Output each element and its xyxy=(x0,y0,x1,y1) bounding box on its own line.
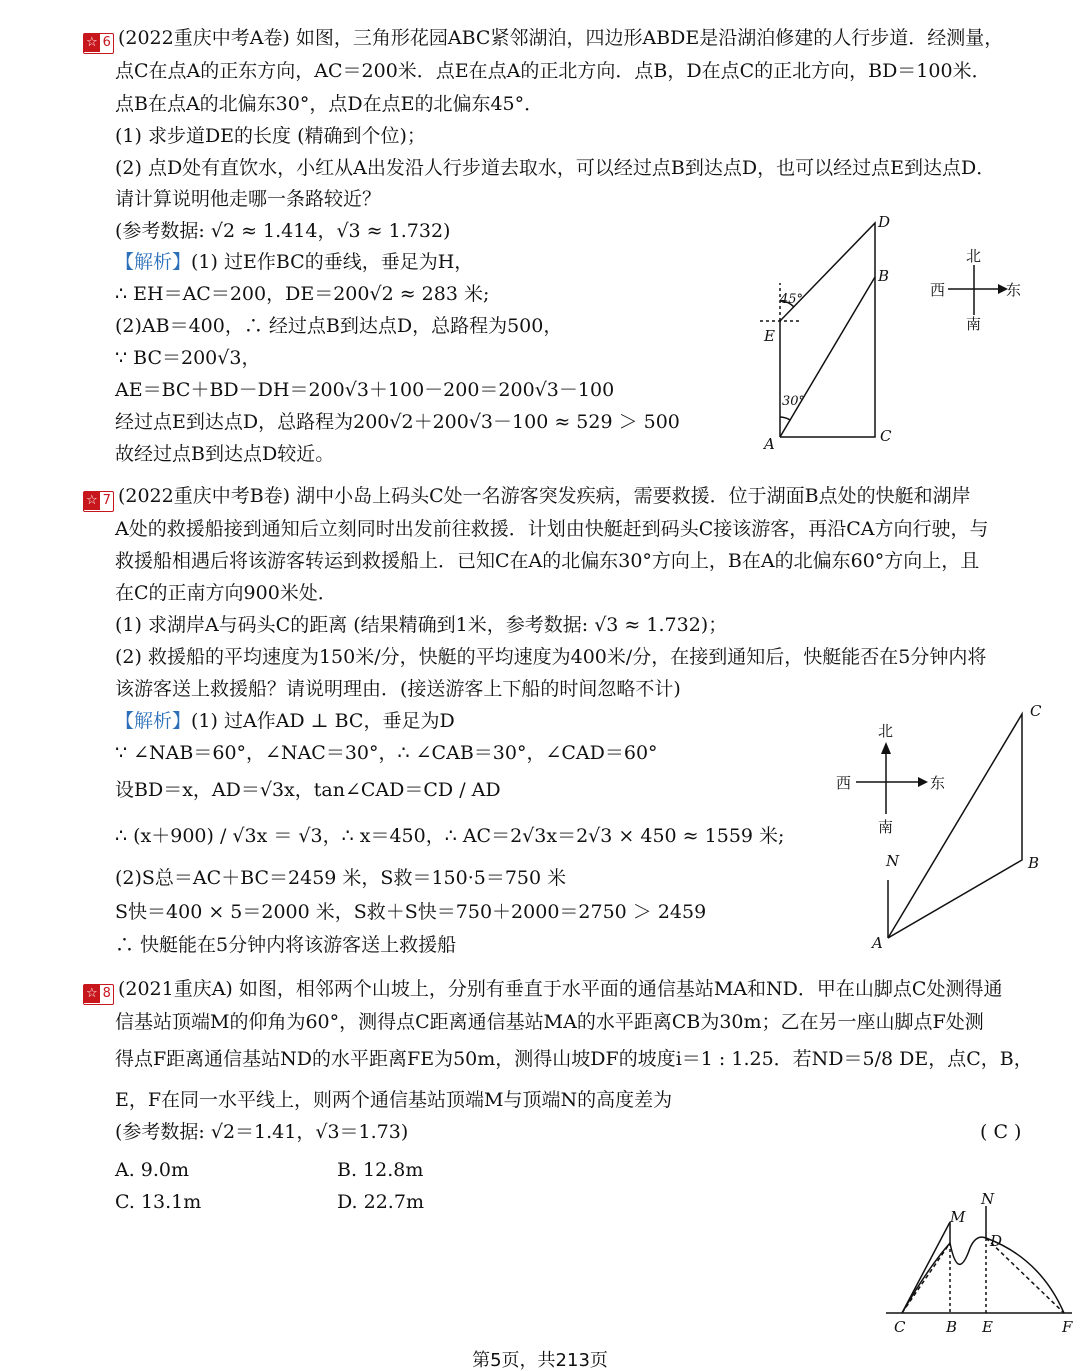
q6-label-a: A xyxy=(764,435,775,453)
q8-sight-line-cm xyxy=(902,1222,950,1313)
q8-label-m: M xyxy=(950,1208,966,1226)
q7-compass-south: 南 xyxy=(878,818,894,836)
q8-label-c: C xyxy=(894,1318,906,1336)
q6-label-d: D xyxy=(878,213,891,231)
q6-line-3: 点B在点A的北偏东30°，点D在点E的北偏东45°． xyxy=(115,93,544,115)
q7-compass-east: 东 xyxy=(930,774,946,792)
q7-line-3: 救援船相遇后将该游客转运到救援船上．已知C在A的北偏东30°方向上，B在A的北偏东60°方向上，且 xyxy=(115,550,980,572)
star-icon: ☆ xyxy=(86,493,98,508)
q6-analysis-5: AE＝BC＋BD－DH＝200√3＋100－200＝200√3－100 xyxy=(115,379,615,401)
q6-line-5: (2) 点D处有直饮水，小红从A出发沿人行步道去取水，可以经过点B到达点D，也可以经过点E到达点D． xyxy=(115,157,996,179)
q7-analysis-7: ∴ 快艇能在5分钟内将该游客送上救援船 xyxy=(115,934,457,956)
q8-option-b: B. 12.8m xyxy=(337,1159,424,1181)
q8-label-e: E xyxy=(982,1318,993,1336)
q6-compass-east: 东 xyxy=(1006,281,1022,299)
q6-angle-arc-a xyxy=(780,417,790,420)
q6-analysis-6: 经过点E到达点D，总路程为200√2＋200√3－100 ≈ 529 ＞ 500 xyxy=(115,411,680,433)
page-footer: 第5页，共213页 xyxy=(472,1350,608,1371)
q7-label-a: A xyxy=(872,934,883,952)
q7-analysis-5: (2)S总＝AC＋BC＝2459 米，S救＝150·5＝750 米 xyxy=(115,867,567,889)
q8-label-b: B xyxy=(946,1318,958,1336)
q7-analysis-4: ∴ (x＋900) / √3x ＝ √3，∴ x＝450，∴ AC＝2√3x＝2√3 × 450 ≈ 1559 米; xyxy=(115,825,785,847)
q8-figure xyxy=(880,1188,1075,1338)
q6-line-1: ☆ 6 (2022重庆中考A卷) 如图，三角形花园ABC紧邻湖泊，四边形ABDE是沿湖泊修建的人行步道．经测量， xyxy=(83,26,1003,54)
q7-analysis-2: ∵ ∠NAB＝60°，∠NAC＝30°，∴ ∠CAB＝30°，∠CAD＝60° xyxy=(115,742,658,764)
q6-label-b: B xyxy=(878,267,890,285)
q7-figure xyxy=(860,700,1060,950)
q6-badge: ☆ 6 xyxy=(83,33,114,54)
q6-compass-west: 西 xyxy=(930,281,946,299)
q7-label-c: C xyxy=(1030,702,1042,720)
q7-badge: ☆ 7 xyxy=(83,491,114,512)
q7-label-n: N xyxy=(886,852,900,870)
q7-compass-west: 西 xyxy=(836,774,852,792)
q7-triangle-acb xyxy=(888,714,1022,938)
q8-label-n: N xyxy=(981,1190,995,1208)
q8-line-2: 信基站顶端M的仰角为60°，测得点C距离通信基站MA的水平距离CB为30m；乙在另一座山脚点F处测 xyxy=(115,1011,984,1033)
q6-line-6: 请计算说明他走哪一条路较近？ xyxy=(115,188,382,210)
q6-label-c: C xyxy=(880,427,892,445)
q8-option-c: C. 13.1m xyxy=(115,1191,202,1213)
q6-compass xyxy=(928,245,1028,335)
q8-line-4: E，F在同一水平线上，则两个通信基站顶端M与顶端N的高度差为 xyxy=(115,1089,673,1111)
q7-label-b: B xyxy=(1028,854,1040,872)
q8-option-a: A. 9.0m xyxy=(115,1159,190,1181)
q8-label-d: D xyxy=(990,1232,1003,1250)
q7-line-4: 在C的正南方向900米处． xyxy=(115,582,337,604)
q6-line-4: (1) 求步道DE的长度 (精确到个位)； xyxy=(115,125,426,147)
q8-line-3: 得点F距离通信基站ND的水平距离FE为50m，测得山坡DF的坡度i＝1 : 1.25．若ND＝5/8 DE，点C，B， xyxy=(115,1048,1033,1070)
star-icon: ☆ xyxy=(86,35,98,50)
q6-angle-30: 30° xyxy=(782,394,806,409)
q8-option-d: D. 22.7m xyxy=(337,1191,424,1213)
q6-label-e: E xyxy=(764,327,775,345)
q6-analysis-1: 【解析】(1) 过E作BC的垂线，垂足为H， xyxy=(115,251,474,273)
q7-line-1: ☆ 7 (2022重庆中考B卷) 湖中小岛上码头C处一名游客突发疾病，需要救援．位于湖面B点处的快艇和湖岸 xyxy=(83,484,971,512)
q6-compass-south: 南 xyxy=(966,315,982,333)
q7-line-2: A处的救援船接到通知后立刻同时出发前往救援．计划由快艇赶到码头C接该游客，再沿CA方向行驶，与 xyxy=(115,518,989,540)
q7-line-6: (2) 救援船的平均速度为150米/分，快艇的平均速度为400米/分，在接到通知后，快艇能否在5分钟内将 xyxy=(115,646,987,668)
q8-answer: ( C ) xyxy=(980,1121,1022,1143)
q7-compass-north: 北 xyxy=(878,722,894,740)
q8-mountain-outline xyxy=(902,1237,1064,1313)
q7-analysis-3: 设BD＝x，AD＝√3x，tan∠CAD＝CD / AD xyxy=(115,779,501,801)
q6-angle-45: 45° xyxy=(780,292,804,307)
q8-badge: ☆ 8 xyxy=(83,984,114,1005)
q6-analysis-7: 故经过点B到达点D较近。 xyxy=(115,443,335,465)
q8-line-5: (参考数据: √2＝1.41，√3＝1.73) xyxy=(115,1121,409,1143)
q6-line-7: (参考数据: √2 ≈ 1.414，√3 ≈ 1.732) xyxy=(115,220,451,242)
q8-line-1: ☆ 8 (2021重庆A) 如图，相邻两个山坡上，分别有垂直于水平面的通信基站MA和ND．甲在山脚点C处测得通 xyxy=(83,977,1002,1005)
q6-analysis-4: ∵ BC＝200√3， xyxy=(115,347,261,369)
q6-analysis-3: (2)AB＝400，∴ 经过点B到达点D，总路程为500， xyxy=(115,315,563,337)
q7-analysis-1: 【解析】(1) 过A作AD ⊥ BC，垂足为D xyxy=(115,710,455,732)
q8-label-f: F xyxy=(1062,1318,1073,1336)
q6-analysis-2: ∴ EH＝AC＝200，DE＝200√2 ≈ 283 米; xyxy=(115,283,490,305)
q7-line-5: (1) 求湖岸A与码头C的距离 (结果精确到1米，参考数据: √3 ≈ 1.732)； xyxy=(115,614,728,636)
star-icon: ☆ xyxy=(86,986,98,1001)
q6-figure xyxy=(750,205,910,455)
q8-slope-ca xyxy=(902,1243,950,1313)
q7-line-7: 该游客送上救援船？请说明理由．(接送游客上下船的时间忽略不计) xyxy=(115,678,681,700)
q6-compass-north: 北 xyxy=(966,247,982,265)
q6-line-2: 点C在点A的正东方向，AC＝200米．点E在点A的正北方向．点B，D在点C的正北方向，BD＝100米． xyxy=(115,60,991,82)
q7-analysis-6: S快＝400 × 5＝2000 米，S救＋S快＝750＋2000＝2750 ＞ 2459 xyxy=(115,901,707,923)
